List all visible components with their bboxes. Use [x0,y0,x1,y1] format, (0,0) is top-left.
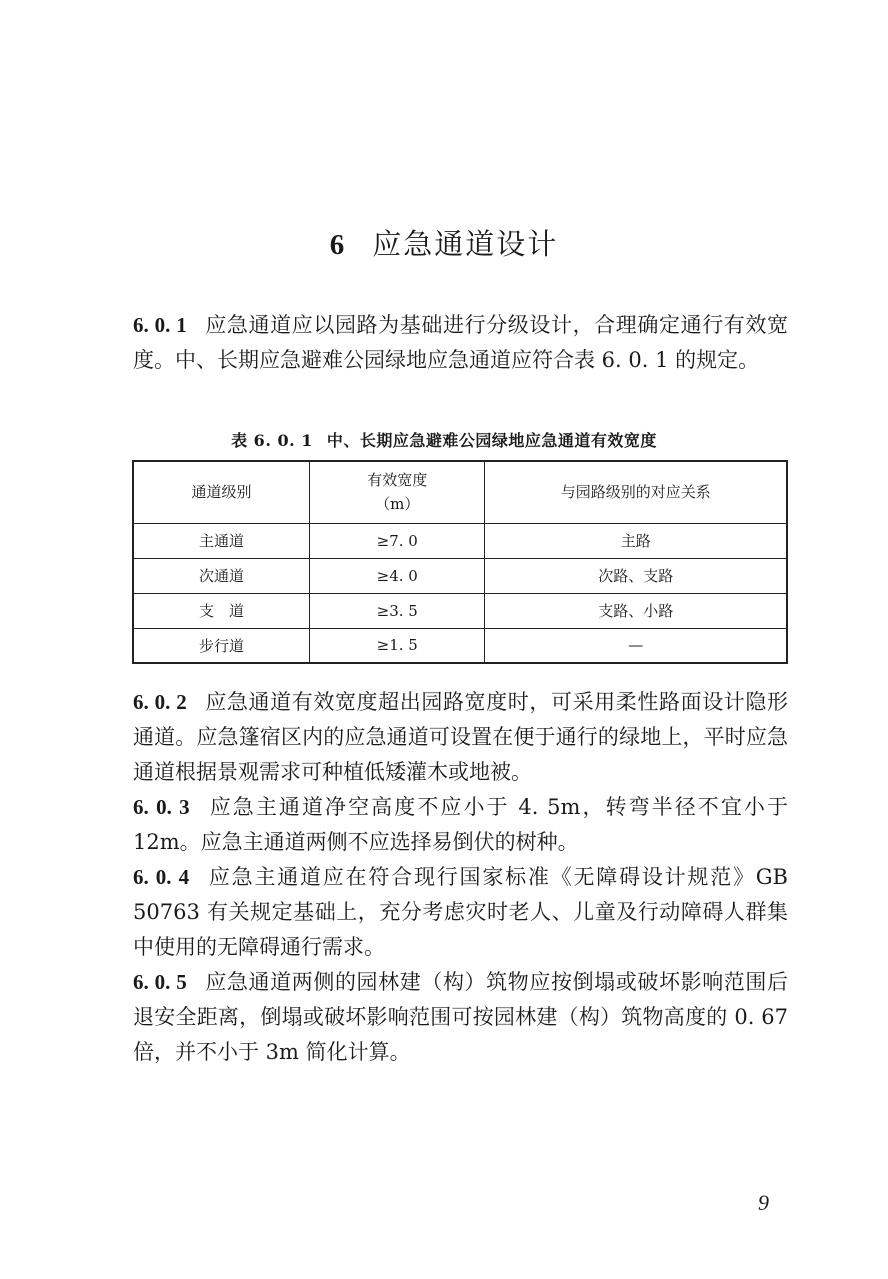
clause-text: 应急通道应以园路为基础进行分级设计，合理确定通行有效宽度。中、长期应急避难公园绿地应急通道应符合表 6. 0. 1 的规定。 [133,313,789,372]
cell-level: 主通道 [133,523,309,558]
paragraph-6-0-1 [133,308,788,378]
paragraph-6-0-4 [133,860,788,965]
clause-number: 6. 0. 3 [133,795,190,819]
cell-width: ≥1. 5 [309,628,485,663]
cell-level: 步行道 [133,628,309,663]
header-width-line2: （m） [375,495,420,514]
paragraph-6-0-5 [133,965,788,1070]
paragraph-6-0-3 [133,790,788,860]
paragraph-6-0-2 [133,685,788,790]
chapter-title [0,222,888,263]
table-caption-title: 中、长期应急避难公园绿地应急通道有效宽度 [326,431,657,450]
table-caption-number: 表 6. 0. 1 [231,431,313,450]
header-width [309,461,485,523]
table-row [133,523,787,558]
clause-text: 应急主通道净空高度不应小于 4. 5m，转弯半径不宜小于 12m。应急主通道两侧不应选择易倒伏的树种。 [133,795,788,854]
clause-number: 6. 0. 2 [133,690,187,714]
header-relation: 与园路级别的对应关系 [485,461,787,523]
clause-number: 6. 0. 4 [133,865,190,889]
cell-relation: 主路 [485,523,787,558]
cell-width: ≥4. 0 [309,558,485,593]
table-caption [0,428,888,451]
channel-width-table [132,460,788,664]
cell-relation: — [485,628,787,663]
page-number: 9 [758,1190,769,1215]
cell-relation: 支路、小路 [485,593,787,628]
chapter-title-text: 应急通道设计 [372,227,559,261]
table-row [133,558,787,593]
cell-width: ≥7. 0 [309,523,485,558]
chapter-number: 6 [329,229,347,261]
clause-text: 应急主通道应在符合现行国家标准《无障碍设计规范》GB 50763 有关规定基础上，充分考虑灾时老人、儿童及行动障碍人群集中使用的无障碍通行需求。 [133,865,788,959]
header-level: 通道级别 [133,461,309,523]
cell-width: ≥3. 5 [309,593,485,628]
table-row [133,593,787,628]
clause-number: 6. 0. 1 [133,313,187,337]
header-width-line1: 有效宽度 [367,471,428,490]
cell-level: 次通道 [133,558,309,593]
clause-number: 6. 0. 5 [133,970,187,994]
table-header-row [133,461,787,523]
clause-text: 应急通道两侧的园林建（构）筑物应按倒塌或破坏影响范围后退安全距离，倒塌或破坏影响范围可按园林建（构）筑物高度的 0. 67 倍，并不小于 3m 简化计算。 [133,970,789,1064]
clause-text: 应急通道有效宽度超出园路宽度时，可采用柔性路面设计隐形通道。应急篷宿区内的应急通道可设置在便于通行的绿地上，平时应急通道根据景观需求可种植低矮灌木或地被。 [133,690,789,784]
table-row [133,628,787,663]
cell-level: 支 道 [133,593,309,628]
cell-relation: 次路、支路 [485,558,787,593]
